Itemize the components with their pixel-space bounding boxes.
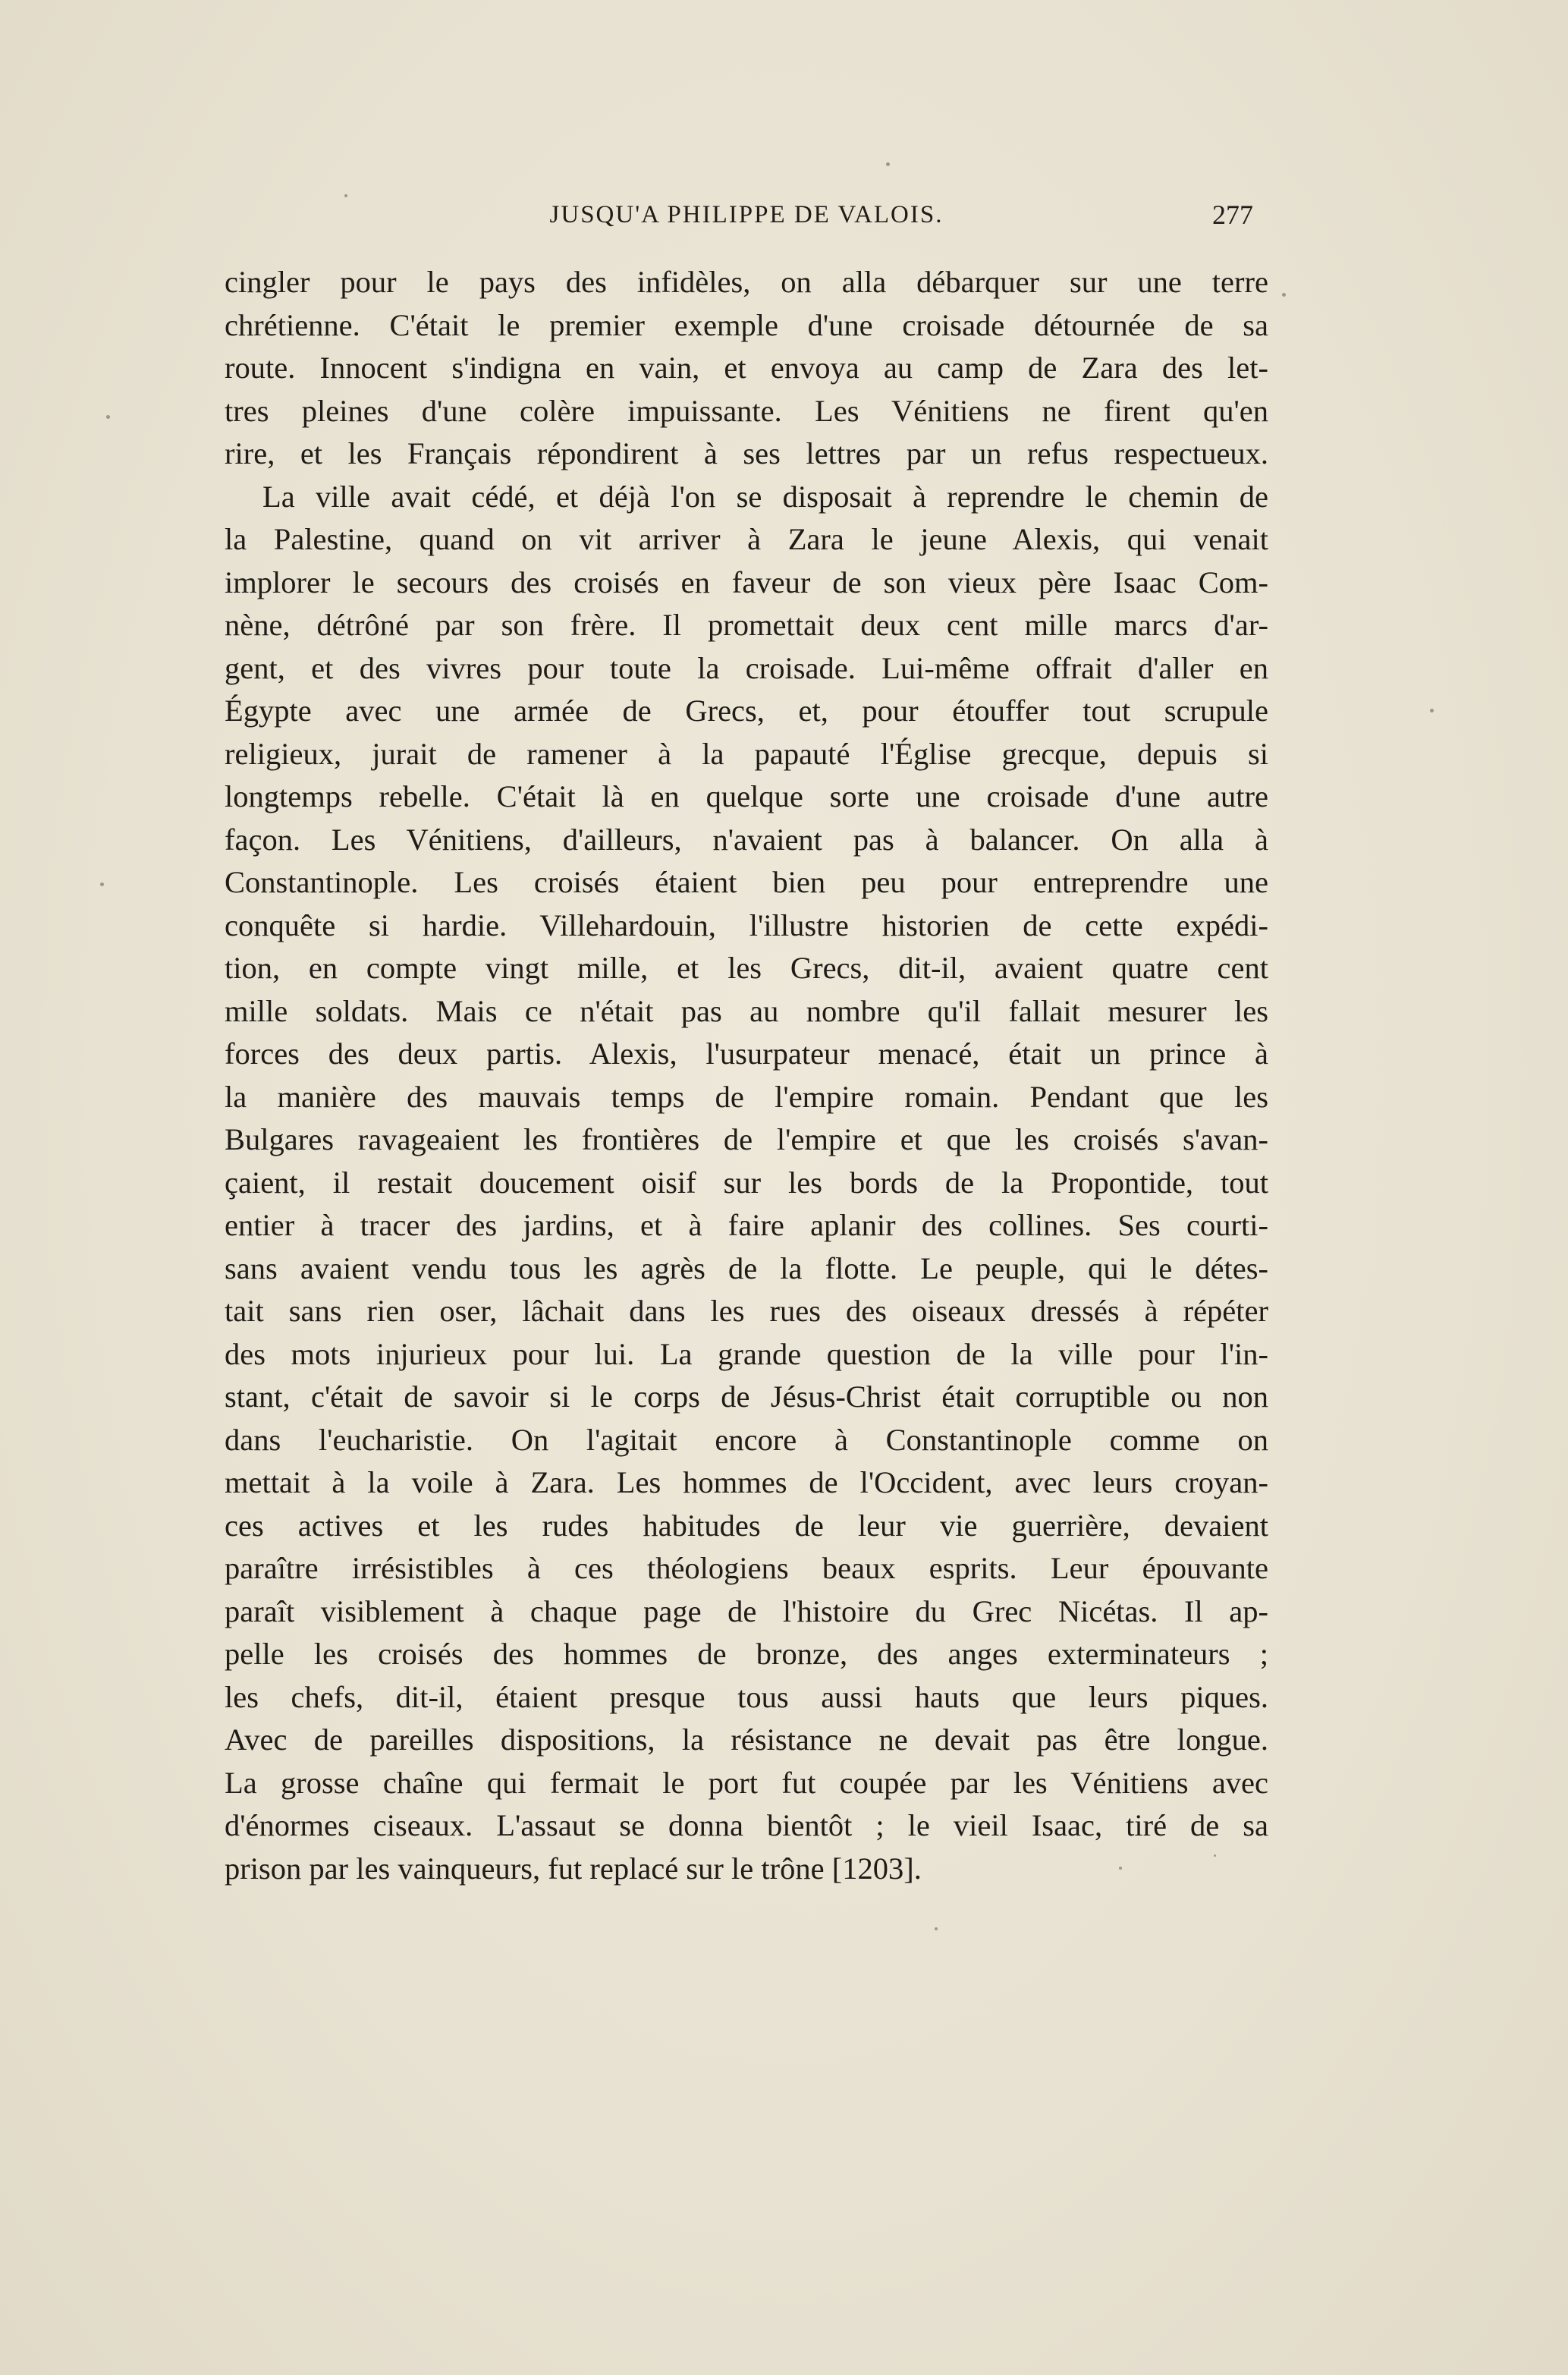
text-line: forces des deux partis. Alexis, l'usurpateur menacé, était un prince à <box>225 1037 1268 1071</box>
scan-speck <box>1119 1867 1122 1870</box>
page-number: 277 <box>1212 200 1253 230</box>
running-head <box>225 196 1268 234</box>
text-line: façon. Les Vénitiens, d'ailleurs, n'avaient pas à balancer. On alla à <box>225 822 1268 857</box>
text-line: longtemps rebelle. C'était là en quelque sorte une croisade d'une autre <box>225 779 1268 813</box>
text-line: religieux, jurait de ramener à la papauté l'Église grecque, depuis si <box>225 736 1268 771</box>
paragraph-1 <box>225 261 1268 476</box>
text-line: nène, détrôné par son frère. Il promettait deux cent mille marcs d'ar- <box>225 608 1268 642</box>
text-line: dans l'eucharistie. On l'agitait encore à Constantinople comme on <box>225 1422 1268 1457</box>
text-line: Égypte avec une armée de Grecs, et, pour étouffer tout scrupule <box>225 694 1268 728</box>
text-line: chrétienne. C'était le premier exemple d'une croisade détournée de sa <box>225 307 1268 342</box>
text-line: La ville avait cédé, et déjà l'on se disposait à reprendre le chemin de <box>262 479 1268 514</box>
text-line: conquête si hardie. Villehardouin, l'illustre historien de cette expédi- <box>225 908 1268 942</box>
text-line: Avec de pareilles dispositions, la résistance ne devait pas être longue. <box>225 1722 1268 1757</box>
scan-speck <box>1430 709 1434 712</box>
text-line: mettait à la voile à Zara. Les hommes de l'Occident, avec leurs croyan- <box>225 1465 1268 1499</box>
text-line: implorer le secours des croisés en faveur de son vieux père Isaac Com- <box>225 565 1268 599</box>
text-line: prison par les vainqueurs, fut replacé sur le trône [1203]. <box>225 1851 922 1886</box>
text-line: ces actives et les rudes habitudes de leur vie guerrière, devaient <box>225 1508 1268 1543</box>
text-line: La grosse chaîne qui fermait le port fut coupée par les Vénitiens avec <box>225 1765 1268 1800</box>
text-line: sans avaient vendu tous les agrès de la flotte. Le peuple, qui le détes- <box>225 1250 1268 1285</box>
text-line: tion, en compte vingt mille, et les Grecs, dit-il, avaient quatre cent <box>225 951 1268 985</box>
text-line: tait sans rien oser, lâchait dans les rues des oiseaux dressés à répéter <box>225 1294 1268 1328</box>
scan-speck <box>344 194 347 197</box>
text-line: çaient, il restait doucement oisif sur les bords de la Propontide, tout <box>225 1165 1268 1200</box>
text-line: stant, c'était de savoir si le corps de Jésus-Christ était corruptible ou non <box>225 1379 1268 1414</box>
scan-speck <box>1214 1854 1216 1857</box>
text-line: la Palestine, quand on vit arriver à Zara le jeune Alexis, qui venait <box>225 522 1268 556</box>
text-line: Constantinople. Les croisés étaient bien peu pour entreprendre une <box>225 865 1268 899</box>
text-line: entier à tracer des jardins, et à faire aplanir des collines. Ses courti- <box>225 1208 1268 1242</box>
text-line: cingler pour le pays des infidèles, on alla débarquer sur une terre <box>225 265 1268 299</box>
text-line: Bulgares ravageaient les frontières de l'empire et que les croisés s'avan- <box>225 1122 1268 1156</box>
text-line: d'énormes ciseaux. L'assaut se donna bientôt ; le vieil Isaac, tiré de sa <box>225 1808 1268 1842</box>
text-line: route. Innocent s'indigna en vain, et envoya au camp de Zara des let- <box>225 351 1268 385</box>
paragraph-2 <box>225 476 1268 1891</box>
text-line: tres pleines d'une colère impuissante. Les Vénitiens ne firent qu'en <box>225 393 1268 428</box>
text-line: des mots injurieux pour lui. La grande question de la ville pour l'in- <box>225 1336 1268 1371</box>
text-line: paraît visiblement à chaque page de l'histoire du Grec Nicétas. Il ap- <box>225 1593 1268 1628</box>
text-line: pelle les croisés des hommes de bronze, des anges exterminateurs ; <box>225 1637 1268 1671</box>
text-line: rire, et les Français répondirent à ses lettres par un refus respectueux. <box>225 436 1268 470</box>
scan-speck <box>935 1927 938 1930</box>
text-line: paraître irrésistibles à ces théologiens beaux esprits. Leur épouvante <box>225 1551 1268 1585</box>
scan-speck <box>886 162 890 166</box>
scan-speck <box>100 882 104 886</box>
body-text <box>225 261 1268 1890</box>
running-title: JUSQU'A PHILIPPE DE VALOIS. <box>549 201 944 228</box>
text-line: gent, et des vivres pour toute la croisade. Lui-même offrait d'aller en <box>225 650 1268 685</box>
scan-speck <box>1282 293 1286 297</box>
scan-speck <box>106 415 110 419</box>
text-line: mille soldats. Mais ce n'était pas au nombre qu'il fallait mesurer les <box>225 993 1268 1028</box>
text-line: la manière des mauvais temps de l'empire romain. Pendant que les <box>225 1079 1268 1114</box>
text-line: les chefs, dit-il, étaient presque tous aussi hauts que leurs piques. <box>225 1679 1268 1714</box>
